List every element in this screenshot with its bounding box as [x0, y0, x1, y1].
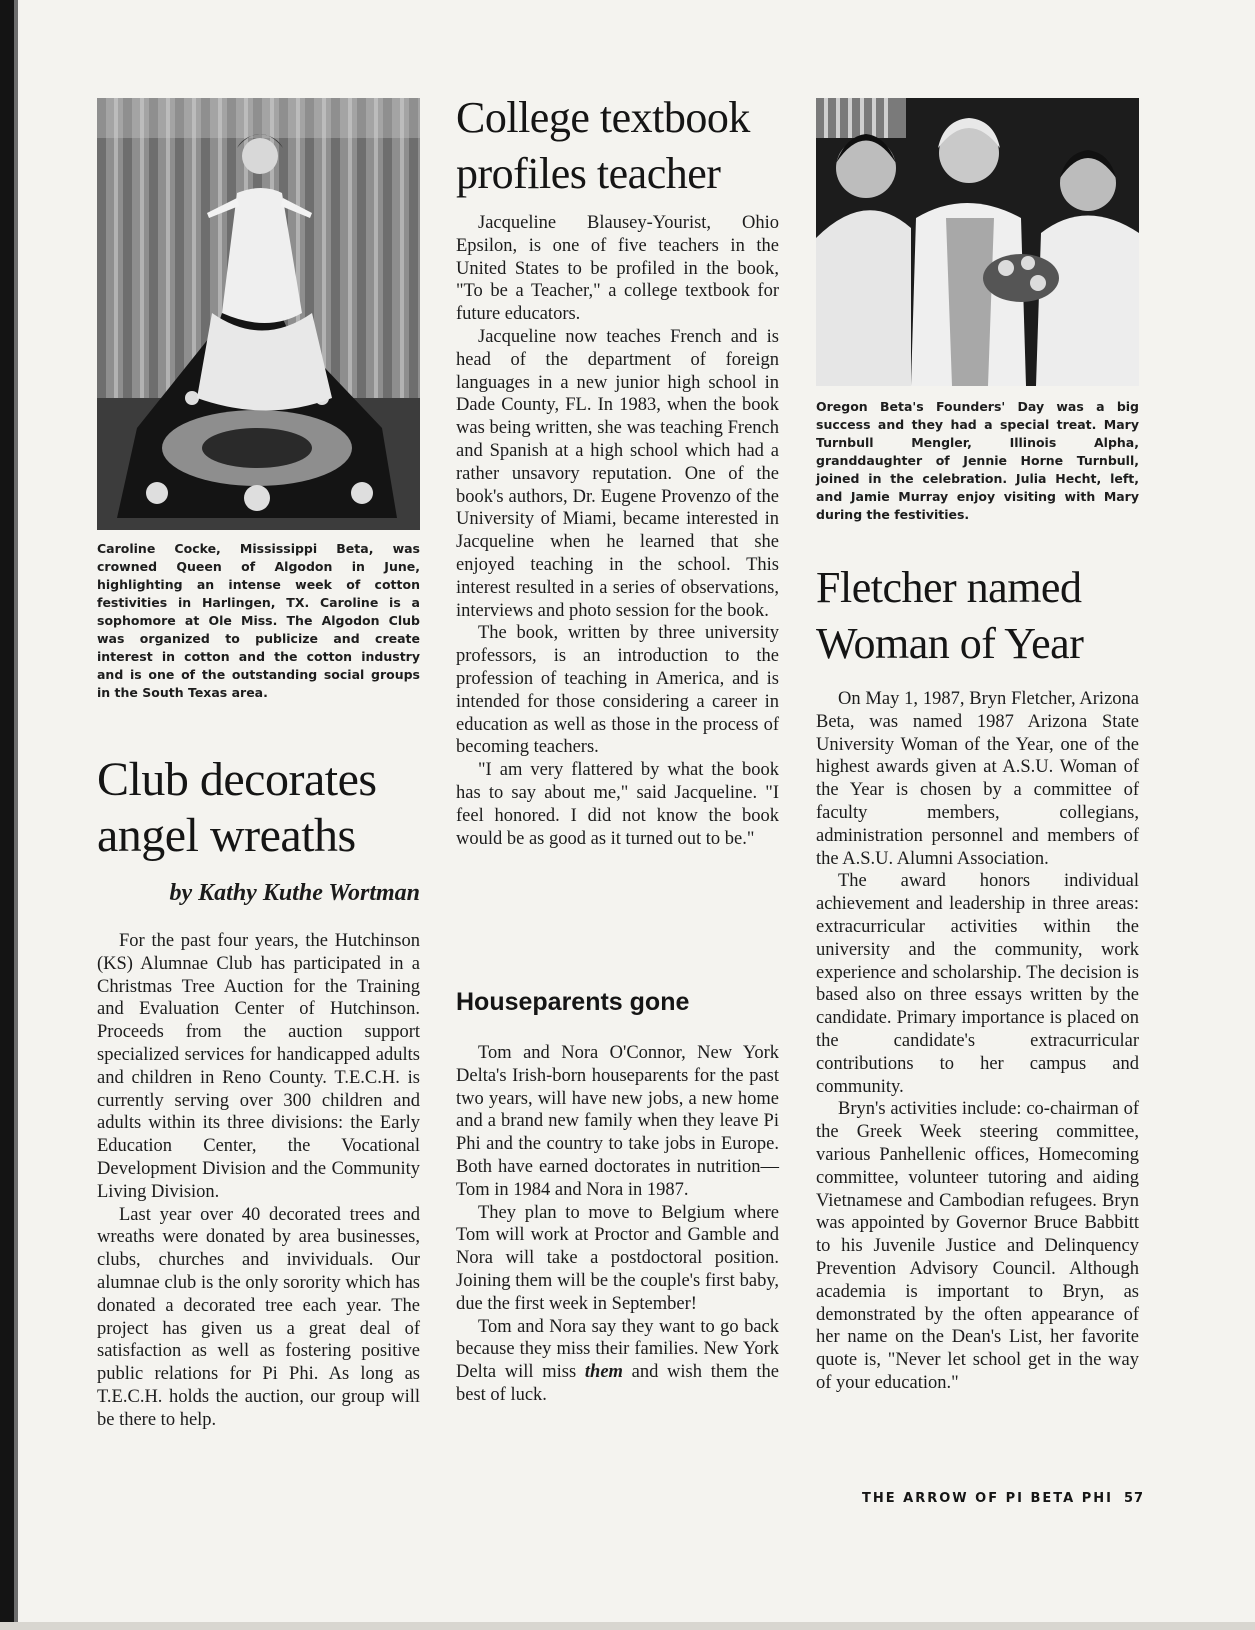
founders-day-photo-image	[816, 98, 1139, 386]
houseparents-article-body	[456, 1042, 779, 1407]
binding-edge	[0, 0, 14, 1630]
houseparents-last-text: Tom and Nora say they want to go back because they miss their families. New York Delta will miss	[456, 1316, 779, 1383]
fletcher-paragraph: The award honors individual achievement and leadership in three areas: extracurricular activities within the university and the community, work experience and scholarship. The decision is based also on three essays written by the candidate. Primary importance is placed on the candidate's extracurricular contributions to her campus and community.	[816, 871, 1139, 1097]
founders-day-photo	[816, 98, 1139, 386]
club-paragraph: Last year over 40 decorated trees and wreaths were donated by area businesses, clubs, churches and invividuals. Our alumnae club is the only sorority which has donated a decorated tree each year. The project has given us a great deal of satisfaction as well as fostering positive public relations for Pi Phi. As long as T.E.C.H. holds the auction, our group will be there to help.	[97, 1204, 420, 1430]
textbook-paragraph: Jacqueline Blausey-Yourist, Ohio Epsilon, is one of five teachers in the United States to be profiled in the book, "To be a Teacher," a college textbook for future educators.	[456, 213, 779, 325]
page-number: 57	[1124, 1491, 1145, 1506]
houseparents-headline: Houseparents gone	[456, 988, 690, 1016]
fletcher-article-body	[816, 688, 1139, 1395]
club-article-body	[97, 930, 420, 1432]
textbook-paragraph: The book, written by three university professors, is an introduction to the profession of teaching in America, and is intended for those considering a career in education as well as those in the process of becoming teachers.	[456, 623, 779, 758]
binding-shadow	[14, 0, 18, 1630]
queen-photo-image	[97, 98, 420, 530]
publication-name: THE ARROW OF PI BETA PHI	[862, 1491, 1113, 1506]
founders-day-caption: Oregon Beta's Founders' Day was a big success and they had a special treat. Mary Turnbull Mengler, Illinois Alpha, granddaughter of Jennie Horne Turnbull, joined in the celebration. Julia Hecht, left, and Jamie Murray enjoy visiting with Mary during the festivities.	[816, 399, 1139, 522]
houseparents-paragraph: They plan to move to Belgium where Tom will work at Proctor and Gamble and Nora will take a postdoctoral position. Joining them will be the couple's first baby, due the first week in September!	[456, 1202, 779, 1314]
houseparents-emphasis: them	[584, 1362, 623, 1383]
fletcher-paragraph: On May 1, 1987, Bryn Fletcher, Arizona Beta, was named 1987 Arizona State University Woman of the Year, one of the highest awards given at A.S.U. Woman of the Year is chosen by a committee of faculty members, collegians, administration personnel and members of the A.S.U. Alumni Association.	[816, 689, 1139, 869]
page-bottom-edge	[0, 1622, 1255, 1630]
houseparents-paragraph: Tom and Nora O'Connor, New York Delta's Irish-born houseparents for the past two years, will have new jobs, a new home and a brand new family when they leave Pi Phi and the country to take jobs in Europe. Both have earned doctorates in nutrition—Tom in 1984 and Nora in 1987.	[456, 1043, 779, 1200]
textbook-article-body	[456, 212, 779, 850]
fletcher-headline: Fletcher named Woman of Year	[816, 563, 1084, 668]
queen-photo	[97, 98, 420, 530]
houseparents-last-text-end: and wish them the best of luck.	[456, 1362, 779, 1405]
club-byline: by Kathy Kuthe Wortman	[169, 880, 420, 906]
houseparents-paragraph-last	[456, 1316, 779, 1407]
club-paragraph: For the past four years, the Hutchinson (KS) Alumnae Club has participated in a Christmas Tree Auction for the Training and Evaluation Center of Hutchinson. Proceeds from the auction support specialized services for handicapped adults and children in Reno County. T.E.C.H. is currently serving over 300 children and adults within its three divisions: the Early Education Center, the Vocational Development Division and the Community Living Division.	[97, 931, 420, 1202]
textbook-headline: College textbook profiles teacher	[456, 93, 750, 198]
queen-photo-caption: Caroline Cocke, Mississippi Beta, was crowned Queen of Algodon in June, highlighting an intense week of cotton festivities in Harlingen, TX. Caroline is a sophomore at Ole Miss. The Algodon Club was organized to publicize and create interest in cotton and the cotton industry and is one of the outstanding social groups in the South Texas area.	[97, 541, 420, 700]
textbook-paragraph: Jacqueline now teaches French and is head of the department of foreign languages in a new junior high school in Dade County, FL. In 1983, when the book was being written, she was teaching French and Spanish at a high school which had a rather unsavory reputation. One of the book's authors, Dr. Eugene Provenzo of the University of Miami, became interested in Jacqueline when he learned that she enjoyed teaching in the school. This interest resulted in a series of observations, interviews and photo session for the book.	[456, 326, 779, 621]
club-headline: Club decorates angel wreaths	[97, 753, 377, 862]
textbook-paragraph: "I am very flattered by what the book has to say about me," said Jacqueline. "I feel honored. I did not know the book would be as good as it turned out to be."	[456, 760, 779, 849]
fletcher-paragraph: Bryn's activities include: co-chairman of the Greek Week steering committee, various Panhellenic offices, Homecoming committee, volunteer tutoring and aiding Vietnamese and Cambodian refugees. Bryn was appointed by Governor Bruce Babbitt to his Juvenile Justice and Delinquency Prevention Advisory Council. Although academia is important to Bryn, as demonstrated by the often appearance of her name on the Dean's List, her favorite quote is, "Never let school get in the way of your education."	[816, 1099, 1139, 1393]
